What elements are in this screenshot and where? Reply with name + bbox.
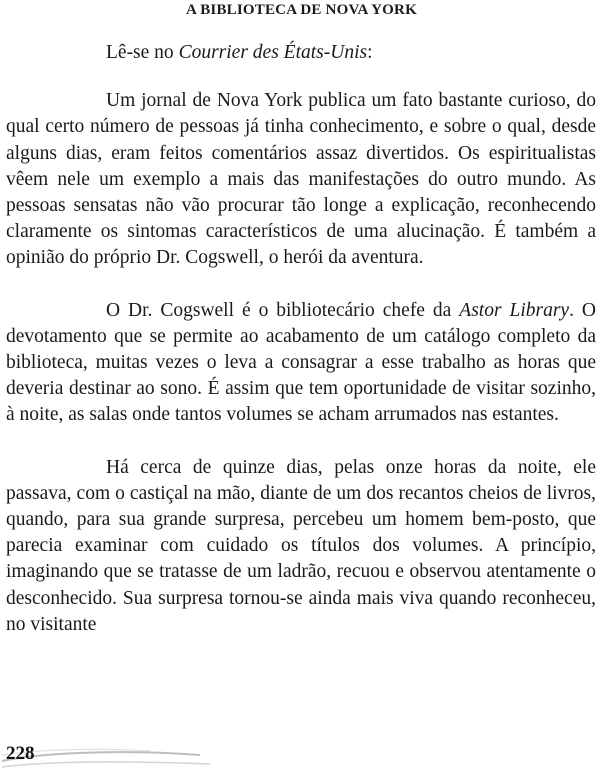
paragraph-3: Há cerca de quinze dias, pelas onze horas da noite, ele passava, com o castiçal na mão, diante de um dos recantos cheios de livros, quando, para sua grande surpresa, percebeu um homem bem-posto, que parecia examinar com cuidado os títulos dos volumes. A princípio, imaginando que se tratasse de um ladrão, recuou e observou atentamente o desconhecido. Sua surpresa tornou-se ainda mais viva quando reconheceu, no visitante: [6, 456, 596, 635]
page-footer: [0, 731, 603, 771]
intro-prefix: Lê-se no: [106, 42, 179, 63]
page-number: 228: [6, 743, 35, 764]
paragraph-2-rest: . O devotamento que se permite ao acabamento de um catálogo completo da biblioteca, muitas vezes o leva a consagrar a esse trabalho as horas que deveria destinar ao sono. É assim que tem oportunidade de visitar sozinho, à noite, as salas onde tantos volumes se acham arrumados nas estantes.: [6, 299, 596, 426]
body-text: [6, 40, 596, 638]
paragraph-1: Um jornal de Nova York publica um fato bastante curioso, do qual certo número de pessoas já tinha conhecimento, e sobre o qual, desde alguns dias, eram feitos comentários assaz divertidos. Os espiritualistas vêem nele um exemplo a mais das manifestações do outro mundo. As pessoas sensatas não vão procurar tão longe a explicação, reconhecendo claramente os sintomas característicos de uma alucinação. É também a opinião do próprio Dr. Cogswell, o herói da aventura.: [6, 90, 596, 269]
intro-line: [6, 40, 596, 66]
paragraph-2-start: O Dr. Cogswell é o bibliotecário chefe da: [106, 299, 460, 321]
paragraph-2: [6, 298, 596, 429]
intro-suffix: :: [367, 42, 373, 63]
library-name: Astor Library: [459, 299, 570, 321]
newspaper-title: Courrier des États-Unis: [178, 42, 368, 63]
running-header: A BIBLIOTECA DE NOVA YORK: [186, 2, 417, 18]
